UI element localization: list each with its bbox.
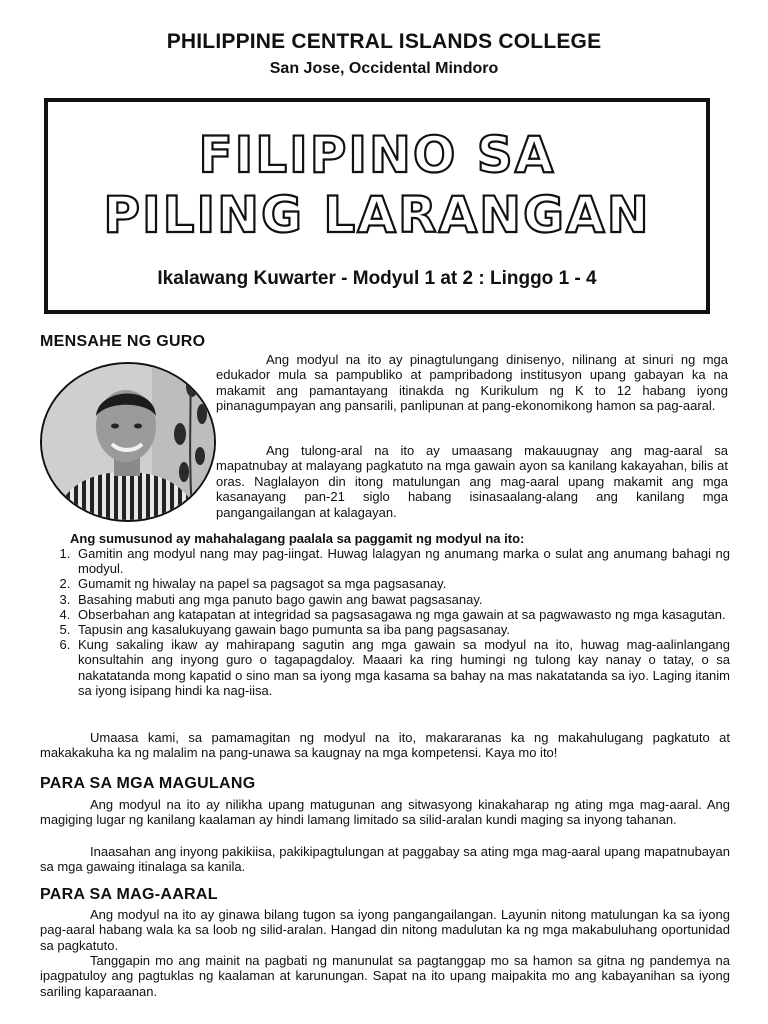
teacher-photo [40, 362, 216, 522]
list-item: 5. Tapusin ang kasalukuyang gawain bago pumunta sa iba pang pagsasanay. [74, 622, 730, 637]
heading-para-sa-mag-aaral: PARA SA MAG-AARAL [40, 886, 218, 903]
list-item: 1. Gamitin ang modyul nang may pag-iingat. Huwag lalagyan ng anumang marka o sulat ang anumang bahagi ng modyul. [74, 546, 730, 576]
mensahe-paragraph-1: Ang modyul na ito ay pinagtulungang dinisenyo, nilinang at sinuri ng mga edukador mula sa pampubliko at pampribadong institusyon upang gabayan ka na makamit ang pamantayang itinakda ng Kurikulum ng K to 12 habang iyong pinanagumpayan ang pansarili, panlipunan at pang-ekonomikong hamon sa pag-aaral. [216, 352, 728, 414]
mensahe-closing: Umaasa kami, sa pamamagitan ng modyul na ito, makararanas ka ng makahulugang pagkatuto at makakakuha ka ng malalim na pang-unawa sa kaugnay na mga kompetensi. Kaya mo ito! [40, 730, 730, 761]
heading-mensahe-ng-guro: MENSAHE NG GURO [40, 333, 206, 350]
magaaral-paragraph-2: Tanggapin mo ang mainit na pagbati ng manunulat sa pagtanggap mo sa hamon sa gitna ng pandemya na ipagpatuloy ang pagtuklas ng kaalaman at karunungan. Sapat na ito upang maipakita mo ang kabayanihan sa iyong sariling kaparaanan. [40, 953, 730, 999]
title-line-2: PILING LARANGAN [103, 186, 651, 244]
mensahe-paragraph-2: Ang tulong-aral na ito ay umaasang makauugnay ang mag-aaral sa mapatnubay at malayang pagkatuto na mga gawain ayon sa kanilang kakayahan, bilis at oras. Naglalayon din itong matulungan ang mag-aaral upang makamit ang mga kasanayang pan-21 siglo habang isinasaalang-alang ang kanilang mga pangangailangan at kalagayan. [216, 443, 728, 520]
school-location: San Jose, Occidental Mindoro [269, 60, 499, 77]
list-item: 2. Gumamit ng hiwalay na papel sa pagsagot sa mga pagsasanay. [74, 576, 730, 591]
list-item: 4. Obserbahan ang katapatan at integridad sa pagsasagawa ng mga gawain at sa pagwawasto ng mga kasagutan. [74, 607, 730, 622]
magulang-paragraph-2: Inaasahan ang inyong pakikiisa, pakikipagtulungan at paggabay sa ating mga mag-aaral upang mapatnubayan sa mga gawaing itinalaga sa kanila. [40, 844, 730, 875]
title-line-1: FILIPINO SA [198, 126, 556, 184]
title-box [44, 98, 710, 314]
list-item: 6. Kung sakaling ikaw ay mahirapang sagutin ang mga gawain sa modyul na ito, huwag mag-aalinlangang konsultahin ang inyong guro o tagapagdaloy. Maaari ka ring humingi ng tulong kay nanay o tatay, o sa nakatatanda mong kapatid o sino man sa iyong mga kasama sa bahay na mas nakatatanda sa iyo. Laging itanim sa iyong isipang hindi ka nag-iisa. [74, 637, 730, 698]
list-item: 3. Basahing mabuti ang mga panuto bago gawin ang bawat pagsasanay. [74, 592, 730, 607]
magulang-paragraph-1: Ang modyul na ito ay nilikha upang matugunan ang sitwasyong kinakaharap ng ating mga mag-aaral. Ang magiging lugar ng kanilang kaalaman ay hindi lamang limitado sa silid-aralan kundi maging sa inyong tahanan. [40, 797, 730, 828]
reminders-list [40, 546, 730, 698]
school-name: PHILIPPINE CENTRAL ISLANDS COLLEGE [166, 30, 602, 53]
heading-para-sa-mga-magulang: PARA SA MGA MAGULANG [40, 775, 256, 792]
magaaral-paragraph-1: Ang modyul na ito ay ginawa bilang tugon sa iyong pangangailangan. Layunin nitong matulungan ka sa iyong pag-aaral habang wala ka sa loob ng silid-aralan. Hangad din nitong madulutan ka ng mga makabuluhang oportunidad sa pagkatuto. [40, 907, 730, 953]
reminders-intro: Ang sumusunod ay mahahalagang paalala sa paggamit ng modyul na ito: [70, 531, 525, 546]
teacher-portrait-image [42, 364, 216, 522]
module-subtitle: Ikalawang Kuwarter - Modyul 1 at 2 : Linggo 1 - 4 [157, 268, 597, 289]
